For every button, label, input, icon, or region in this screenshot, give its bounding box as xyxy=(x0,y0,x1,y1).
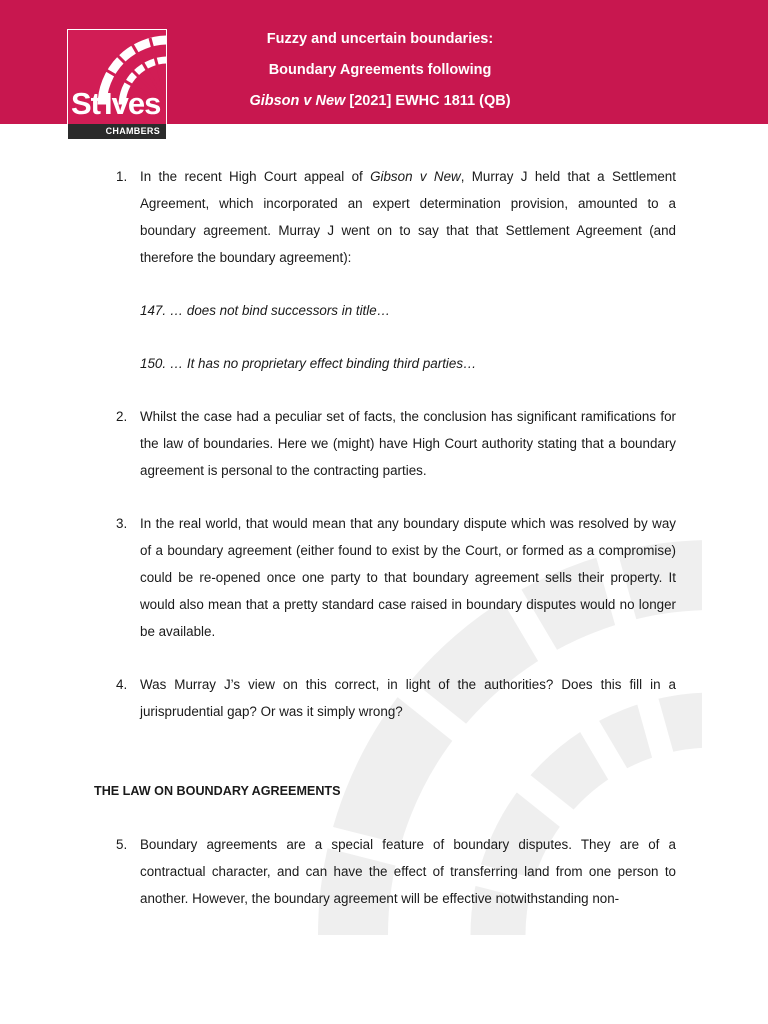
paragraph-number-5: 5. xyxy=(116,837,128,852)
paragraph-3: In the real world, that would mean that any boundary dispute which was resolved by way of a boundary agreement (either found to exist by the Court, or formed as a compromise) could be re-opened once one party to that boundary agreement sells their property. It would also mean that a pretty standard case raised in boundary disputes would no longer be available. xyxy=(140,516,676,639)
title-citation: [2021] EWHC 1811 (QB) xyxy=(345,93,511,109)
title-line-1: Fuzzy and uncertain boundaries: xyxy=(266,31,494,47)
paragraph-1-text-a: In the recent High Court appeal of xyxy=(140,169,371,184)
paragraph-1-text-b: , Murray J held that a Settlement Agreement, which incorporated an expert determination provision, amounted to a boundary agreement. Murray J went on to say that that Settlement Agreement (and therefore the boundary agreement): xyxy=(140,169,676,265)
paragraph-4: Was Murray J’s view on this correct, in light of the authorities? Does this fill in a jurisprudential gap? Or was it simply wrong? xyxy=(140,677,676,719)
quote-150: 150. … It has no proprietary effect binding third parties… xyxy=(140,356,477,371)
paragraph-1-case-name: Gibson v New xyxy=(370,169,461,184)
paragraph-1 xyxy=(140,163,676,271)
logo-text-chambers: CHAMBERS xyxy=(68,124,166,139)
logo-text-ives: Ives xyxy=(104,86,161,121)
section-heading: THE LAW ON BOUNDARY AGREEMENTS xyxy=(94,784,341,798)
paragraph-number-4: 4. xyxy=(116,677,128,692)
paragraph-2: Whilst the case had a peculiar set of facts, the conclusion has significant ramifications for the law of boundaries. Here we (might) have High Court authority stating that a boundary agreement is personal to the contracting parties. xyxy=(140,409,676,478)
paragraph-5: Boundary agreements are a special feature of boundary disputes. They are of a contractual character, and can have the effect of transferring land from one person to another. However, the boundary agreement will be effective notwithstanding non- xyxy=(140,837,676,906)
title-case-name: Gibson v New xyxy=(249,93,346,109)
paragraph-number-1: 1. xyxy=(116,169,128,184)
quote-147: 147. … does not bind successors in title… xyxy=(140,303,391,318)
title-line-2: Boundary Agreements following xyxy=(268,62,492,78)
paragraph-number-3: 3. xyxy=(116,516,128,531)
logo-text-st: St xyxy=(71,86,100,121)
paragraph-number-2: 2. xyxy=(116,409,128,424)
